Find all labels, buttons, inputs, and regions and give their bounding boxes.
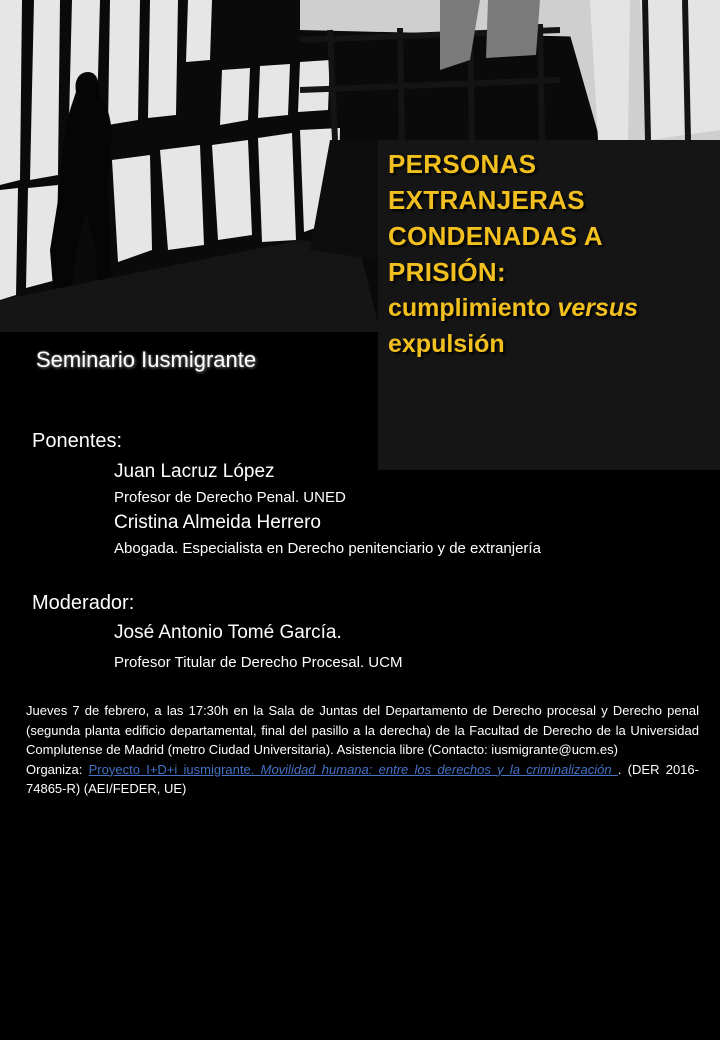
title-cumplimiento: cumplimiento (388, 294, 558, 322)
project-link-plain: Proyecto I+D+i iusmigrante. (88, 761, 261, 777)
moderator-role-row (32, 654, 402, 671)
event-title (388, 146, 718, 362)
speaker-role-row (32, 540, 541, 557)
title-line (388, 290, 718, 326)
ponentes-label: Ponentes: (32, 430, 123, 452)
speaker-role-row (32, 489, 346, 506)
project-code: . (DER 2016-74865-R) (AEI/FEDER, UE) (26, 761, 699, 796)
speaker (32, 512, 321, 534)
event-details (26, 701, 699, 799)
speaker-name: Juan Lacruz López (114, 461, 275, 482)
moderator-role: Profesor Titular de Derecho Procesal. UCM (114, 654, 403, 671)
title-line: PRISIÓN: (388, 257, 506, 287)
moderador-label: Moderador: (32, 592, 135, 614)
title-line: EXTRANJERAS (388, 185, 585, 215)
speaker-role: Abogada. Especialista en Derecho penitenciario y de extranjería (114, 540, 541, 557)
organizer-line (26, 760, 699, 799)
title-line: CONDENADAS A (388, 221, 603, 251)
speaker-name: Cristina Almeida Herrero (114, 512, 321, 533)
moderator-name: José Antonio Tomé García. (114, 622, 342, 643)
speaker-role: Profesor de Derecho Penal. UNED (114, 489, 346, 506)
title-box (378, 140, 720, 470)
project-link-italic: Movilidad humana: entre los derechos y la criminalización (260, 761, 618, 777)
seminar-name: Seminario Iusmigrante (36, 347, 257, 372)
speaker (32, 461, 275, 483)
organiza-label: Organiza: (26, 761, 89, 777)
moderator (32, 622, 342, 644)
title-versus: versus (557, 294, 639, 322)
event-details-text: Jueves 7 de febrero, a las 17:30h en la Sala de Juntas del Departamento de Derecho procesal y Derecho penal (segunda planta edificio departamental, final del pasillo a la derecha) de la Facultad de Derecho de la Universidad Complutense de Madrid (metro Ciudad Universitaria). Asistencia libre (Contacto: iusmigrante@ucm.es) (26, 703, 699, 757)
title-line: PERSONAS (388, 149, 537, 179)
moderador-section (32, 592, 134, 615)
title-line: expulsión (388, 330, 505, 358)
project-link[interactable] (89, 762, 618, 777)
ponentes-section (32, 430, 122, 453)
